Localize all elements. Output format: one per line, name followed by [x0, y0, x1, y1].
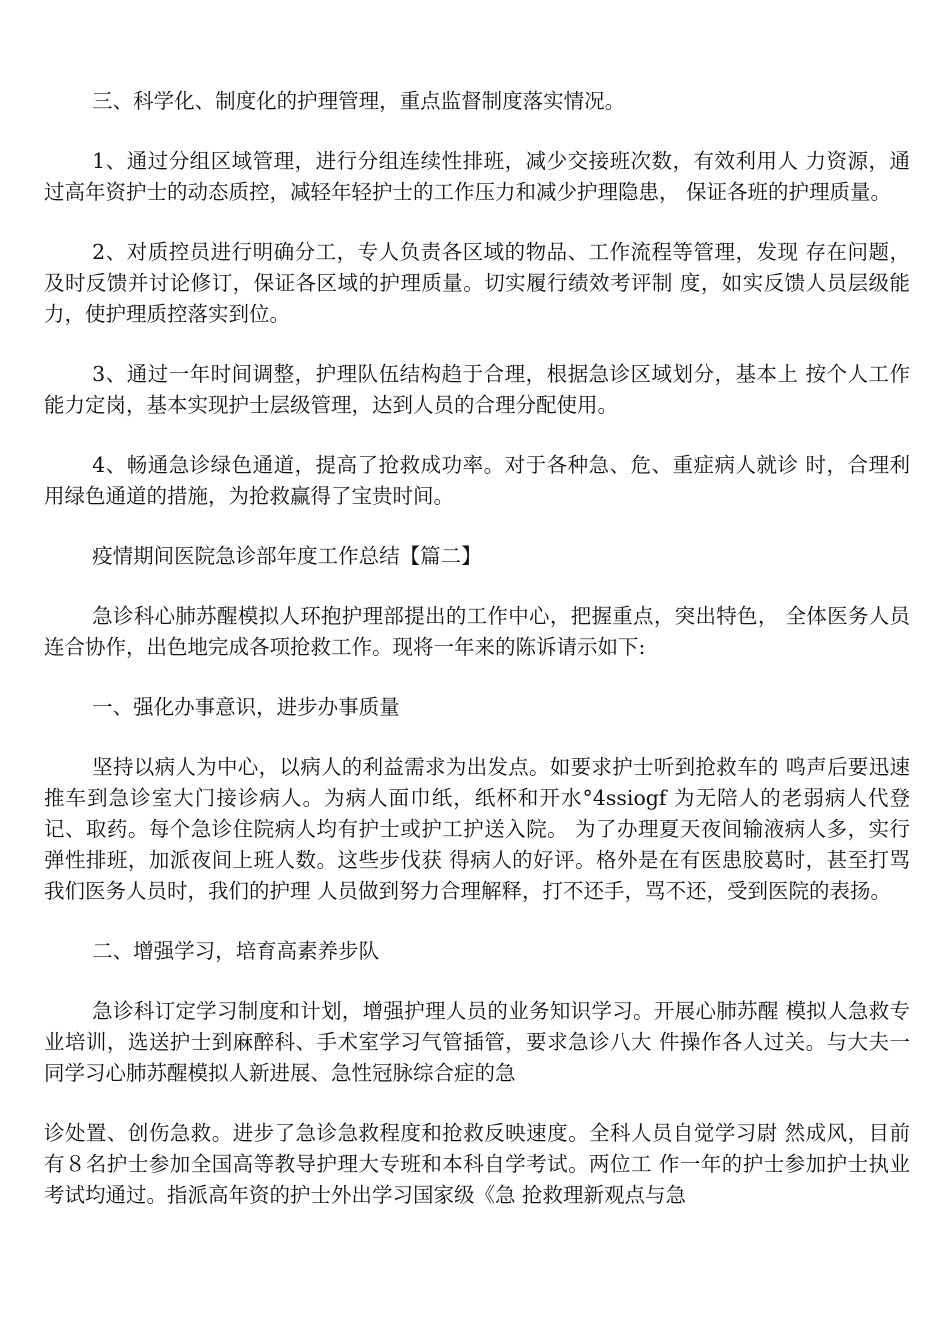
- section-heading-2: 二、增强学习，培育高素养步队: [92, 939, 380, 963]
- article-title-part-two: 疫情期间医院急诊部年度工作总结【篇二】: [92, 544, 482, 568]
- section-heading-1: 一、强化办事意识，进步办事质量: [92, 695, 400, 719]
- paragraph-item-4: 4、畅通急诊绿色通道，提高了抢救成功率。对于各种急、危、重症病人就诊 时，合理利用绿色通道的措施，为抢救赢得了宝贵时间。: [44, 453, 910, 508]
- section-heading-3: 三、科学化、制度化的护理管理，重点监督制度落实情况。: [92, 89, 626, 113]
- intro-paragraph: 急诊科心肺苏醒模拟人环抱护理部提出的工作中心，把握重点，突出特色， 全体医务人员连合协作，出色地完成各项抢救工作。现将一年来的陈诉请示如下:: [44, 604, 910, 659]
- continued-paragraph: 诊处置、创伤急救。进步了急诊急救程度和抢救反映速度。全科人员自觉学习尉 然成风，目前有８名护士参加全国高等教导护理大专班和本科自学考试。两位工 作一年的护士参加护士执业考试均通过。指派高年资的护士外出学习国家级《急 抢救理新观点与急: [44, 1121, 910, 1207]
- paragraph-item-3: 3、通过一年时间调整，护理队伍结构趋于合理，根据急诊区域划分，基本上 按个人工作能力定岗，基本实现护士层级管理，达到人员的合理分配使用。: [44, 362, 910, 417]
- study-paragraph: 急诊科订定学习制度和计划，增强护理人员的业务知识学习。开展心肺苏醒 模拟人急救专业培训，选送护士到麻醉科、手术室学习气管插管，要求急诊八大 件操作各人过关。与大夫一同学习心肺苏醒模拟人新进展、急性冠脉综合症的急: [44, 999, 910, 1085]
- service-paragraph: 坚持以病人为中心，以病人的利益需求为出发点。如要求护士听到抢救车的 鸣声后要迅速推车到急诊室大门接诊病人。为病人面巾纸，纸杯和开水°4ssiogf 为无陪人的老弱病人代登记、取药。每个急诊住院病人均有护士或护工护送入院。 为了办理夏天夜间输液病人多，实行弹性排班，加派夜间上班人数。这些步伐获 得病人的好评。格外是在有医患胶葛时，甚至打骂我们医务人员时，我们的护理 人员做到努力合理解释，打不还手，骂不还，受到医院的表扬。: [44, 755, 910, 903]
- paragraph-item-1: 1、通过分组区域管理，进行分组连续性排班，减少交接班次数，有效利用人 力资源，通过高年资护士的动态质控，减轻年轻护士的工作压力和减少护理隐患， 保证各班的护理质量。: [44, 149, 910, 204]
- paragraph-item-2: 2、对质控员进行明确分工，专人负责各区域的物品、工作流程等管理，发现 存在问题，及时反馈并讨论修订，保证各区域的护理质量。切实履行绩效考评制 度，如实反馈人员层级能力，使护理质控落实到位。: [44, 240, 910, 326]
